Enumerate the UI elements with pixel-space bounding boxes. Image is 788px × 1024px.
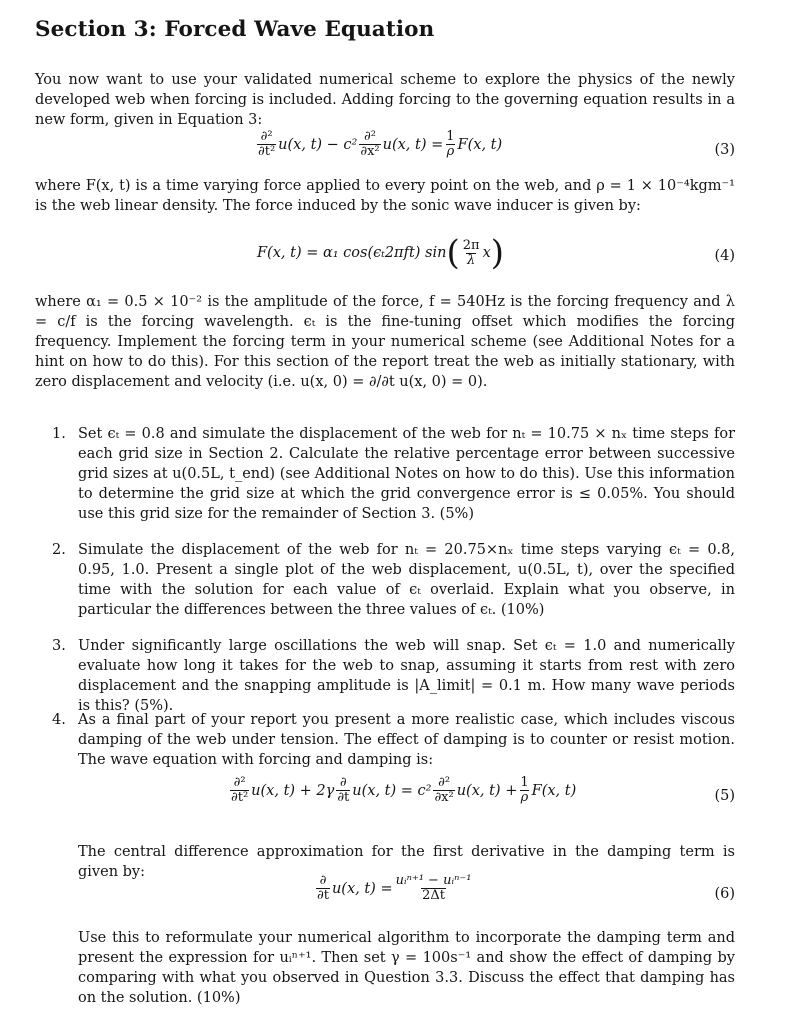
eq3-num: ∂²	[260, 129, 273, 144]
eq6-frac-ddt	[316, 874, 330, 903]
eq3-lhs-b: u(x, t) =	[382, 136, 444, 153]
eq6-lhs: u(x, t) =	[331, 880, 393, 897]
eq5-part-a: u(x, t) + 2γ	[251, 782, 335, 799]
intro-paragraph: You now want to use your validated numerical scheme to explore the physics of the newly developed web when forcing is included. Adding forcing to the governing equation results in a new form, given in Equation 3:	[35, 72, 735, 128]
eq5-frac-rho	[519, 776, 529, 805]
eq3-frac-d2dt2	[257, 130, 276, 159]
eq3-rhs: F(x, t)	[457, 136, 503, 153]
eq5-frac-d2dx2	[433, 776, 454, 805]
q4-final: Use this to reformulate your numerical algorithm to incorporate the damping term and present the expression for uᵢⁿ⁺¹. Then set γ = 100s⁻¹ and show the effect of damping by comparing with what you observed in Question 3.3. Discuss the effect that damping has on the solution. (10%)	[78, 930, 735, 1006]
question-4-label: 4.	[52, 712, 66, 728]
question-2	[52, 540, 735, 620]
eq3-rho: ρ	[446, 144, 455, 159]
eq3-frac-rho	[445, 130, 455, 159]
eq5-number: (5)	[714, 788, 735, 804]
eq6-frac-central	[395, 874, 473, 903]
eq5-den1: ∂t²	[231, 790, 249, 805]
eq5-frac-ddt	[336, 776, 350, 805]
question-3-label: 3.	[52, 638, 66, 654]
eq5-rhs: F(x, t)	[531, 782, 577, 799]
eq4-number: (4)	[714, 248, 735, 264]
section-title: Section 3: Forced Wave Equation	[35, 17, 435, 42]
question-2-label: 2.	[52, 542, 66, 558]
eq4-right-paren: )	[490, 233, 505, 273]
eq5-rho: ρ	[520, 790, 529, 805]
eq4-x: x	[482, 245, 491, 261]
eq6-numer: uᵢⁿ⁺¹ − uᵢⁿ⁻¹	[395, 873, 472, 888]
eq4-lhs: F(x, t) = α₁ cos(ϵₜ2πft) sin	[257, 245, 447, 261]
question-1-label: 1.	[52, 426, 66, 442]
eq3-den: ∂t²	[258, 144, 276, 159]
question-3-text: Under significantly large oscillations the web will snap. Set ϵₜ = 1.0 and numerically evaluate how long it takes for the web to snap, assuming it starts from rest with zero displacement and the snapping amplitude is |A_limit| = 0.1 m. How many wave periods is this? (5%).	[78, 638, 735, 714]
paragraph-after-eq3: where F(x, t) is a time varying force applied to every point on the web, and ρ = 1 × 10⁻⁴kgm⁻¹ is the web linear density. The force induced by the sonic wave inducer is given by:	[35, 178, 735, 214]
question-2-text: Simulate the displacement of the web for nₜ = 20.75×nₓ time steps varying ϵₜ = 0.8, 0.95, 1.0. Present a single plot of the web displacement, u(0.5L, t), over the specified time with the solution for each value of ϵₜ overlaid. Explain what you observe, in particular the differences between the three values of ϵₜ. (10%)	[78, 542, 735, 618]
eq3-frac-d2dx2	[359, 130, 380, 159]
eq4-den: λ	[467, 252, 476, 268]
eq5-part-c: u(x, t) +	[456, 782, 518, 799]
equation-3	[35, 130, 735, 170]
eq5-num1: ∂²	[233, 775, 246, 790]
question-1	[52, 424, 735, 524]
question-4	[52, 710, 735, 770]
question-1-text: Set ϵₜ = 0.8 and simulate the displacement of the web for nₜ = 10.75 × nₓ time steps for each grid size in Section 2. Calculate the relative percentage error between successive grid sizes at u(0.5L, t_end) (see Additional Notes on how to do this). Use this information to determine the grid size at which the grid convergence error is ≤ 0.05%. You should use this grid size for the remainder of Section 3. (5%)	[78, 426, 735, 522]
eq6-number: (6)	[714, 886, 735, 902]
eq5-den3: ∂x²	[434, 790, 454, 805]
equation-6	[78, 874, 735, 916]
eq5-one: 1	[520, 775, 529, 790]
eq3-number: (3)	[714, 142, 735, 158]
equation-4	[35, 233, 735, 278]
eq5-num3: ∂²	[438, 775, 451, 790]
eq6-num1: ∂	[319, 873, 327, 888]
question-4-text: As a final part of your report you present a more realistic case, which includes viscous damping of the web under tension. The effect of damping is to counter or resist motion. The wave equation with forcing and damping is:	[78, 712, 735, 768]
q4-central-difference: The central difference approximation for the first derivative in the damping term is given by:	[78, 844, 735, 880]
eq4-num: 2π	[462, 237, 480, 253]
eq6-denom: 2Δt	[422, 888, 445, 903]
eq5-num2: ∂	[339, 775, 347, 790]
eq5-frac-d2dt2	[230, 776, 249, 805]
eq4-left-paren: (	[446, 233, 460, 273]
eq3-one: 1	[446, 129, 455, 144]
eq6-den1: ∂t	[317, 888, 329, 903]
eq5-part-b: u(x, t) = c²	[352, 782, 432, 799]
question-3	[52, 636, 735, 716]
eq4-frac	[462, 239, 481, 268]
eq3-den2: ∂x²	[360, 144, 380, 159]
eq5-den2: ∂t	[337, 790, 350, 805]
paragraph-after-eq4: where α₁ = 0.5 × 10⁻² is the amplitude of the force, f = 540Hz is the forcing frequency and λ = c/f is the forcing wavelength. ϵₜ is the fine-tuning offset which modifies the forcing frequency. Implement the forcing term in your numerical scheme (see Additional Notes for a hint on how to do this). For this section of the report treat the web as initially stationary, with zero displacement and velocity (i.e. u(x, 0) = ∂/∂t u(x, 0) = 0).	[35, 294, 735, 390]
equation-5	[78, 776, 735, 816]
eq3-lhs-a: u(x, t) − c²	[278, 136, 358, 153]
eq3-num2: ∂²	[364, 129, 376, 144]
